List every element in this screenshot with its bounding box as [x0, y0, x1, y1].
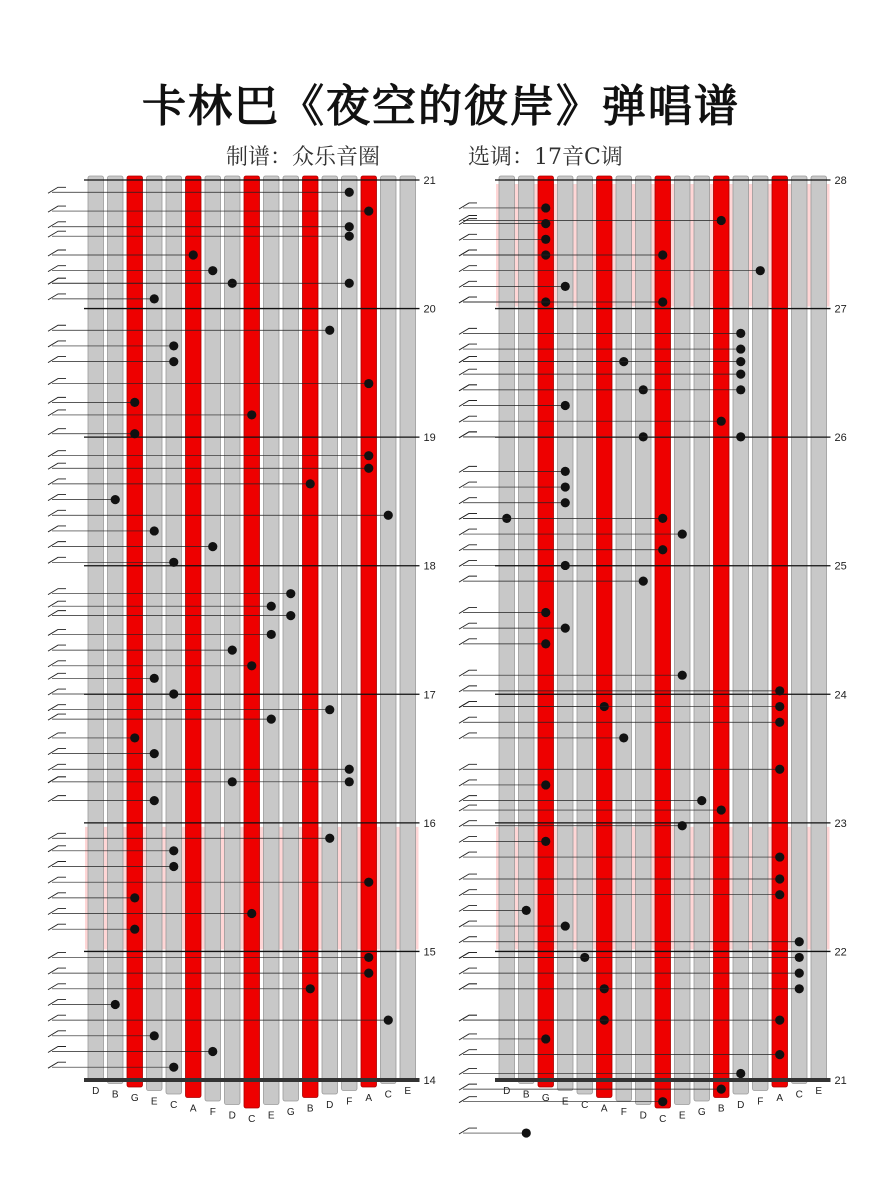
right-note	[717, 417, 726, 426]
left-note	[169, 558, 178, 567]
left-note	[306, 479, 315, 488]
right-note	[775, 1050, 784, 1059]
left-note	[364, 953, 373, 962]
left-tine	[244, 176, 260, 1108]
left-tine	[400, 176, 416, 1080]
right-measure-number: 26	[834, 432, 847, 445]
left-note	[111, 1000, 120, 1009]
right-note	[756, 266, 765, 275]
right-note	[678, 671, 687, 680]
right-key-label: D	[737, 1100, 745, 1111]
right-key-label: B	[717, 1103, 725, 1115]
right-note	[541, 203, 550, 212]
right-note	[561, 401, 570, 410]
right-tine	[772, 176, 788, 1087]
right-note	[678, 821, 687, 830]
right-measure-number: 24	[834, 689, 847, 702]
left-key-label: F	[209, 1107, 216, 1118]
left-note	[111, 495, 120, 504]
left-key-label: B	[306, 1103, 314, 1115]
right-note	[775, 686, 784, 695]
left-tab-panel	[44, 172, 444, 1125]
right-note	[658, 545, 667, 554]
left-note	[150, 674, 159, 683]
left-note	[267, 602, 276, 611]
left-tine	[147, 176, 163, 1091]
right-key-label: C	[659, 1114, 667, 1125]
right-key-label: E	[561, 1096, 569, 1108]
left-note	[345, 232, 354, 241]
right-note	[541, 639, 550, 648]
left-key-label: D	[326, 1100, 334, 1111]
right-key-label: D	[503, 1086, 511, 1097]
right-key-label: E	[678, 1110, 686, 1122]
right-note	[795, 937, 804, 946]
left-note	[130, 925, 139, 934]
right-note	[775, 765, 784, 774]
right-note	[561, 482, 570, 491]
right-tine	[753, 176, 769, 1091]
right-note	[775, 718, 784, 727]
right-note	[736, 357, 745, 366]
left-tine	[88, 176, 104, 1080]
right-note	[775, 890, 784, 899]
right-note	[775, 1016, 784, 1025]
left-bridge	[84, 1078, 420, 1082]
right-key-label: E	[815, 1086, 823, 1097]
left-tine	[127, 176, 143, 1087]
left-note	[169, 341, 178, 350]
left-tine	[361, 176, 377, 1087]
left-note	[208, 266, 217, 275]
left-note	[150, 294, 159, 303]
right-note	[736, 370, 745, 379]
right-tine	[811, 176, 827, 1080]
right-note	[658, 1097, 667, 1106]
left-note	[130, 429, 139, 438]
right-tine	[538, 176, 554, 1087]
left-key-label: D	[92, 1086, 100, 1097]
right-key-label: G	[697, 1107, 706, 1118]
right-key-label: F	[620, 1107, 627, 1118]
left-note	[247, 410, 256, 419]
right-key-label: D	[639, 1110, 647, 1122]
left-key-label: C	[170, 1100, 178, 1111]
left-note	[169, 846, 178, 855]
right-key-label: A	[776, 1093, 784, 1104]
right-key-label: C	[795, 1089, 803, 1101]
left-note	[189, 250, 198, 259]
right-note	[697, 796, 706, 805]
right-key-label: B	[522, 1089, 530, 1101]
left-note	[345, 222, 354, 231]
right-note	[561, 282, 570, 291]
right-key-label: C	[581, 1100, 589, 1111]
left-key-label: E	[150, 1096, 158, 1108]
right-note	[717, 216, 726, 225]
left-note	[130, 733, 139, 742]
right-tine	[792, 176, 808, 1084]
left-note	[228, 777, 237, 786]
right-tine	[616, 176, 632, 1101]
right-note	[717, 805, 726, 814]
right-note	[522, 906, 531, 915]
left-note	[286, 589, 295, 598]
left-note	[169, 862, 178, 871]
left-note	[286, 611, 295, 620]
left-tine	[264, 176, 280, 1105]
right-note	[736, 1069, 745, 1078]
left-key-label: C	[384, 1089, 392, 1101]
right-tine	[675, 176, 691, 1105]
left-note	[150, 1031, 159, 1040]
right-note	[541, 608, 550, 617]
right-note	[678, 529, 687, 538]
left-tine	[381, 176, 397, 1084]
left-key-label: D	[228, 1110, 236, 1122]
left-note	[130, 893, 139, 902]
right-note	[541, 235, 550, 244]
right-note	[717, 1085, 726, 1094]
right-key-label: A	[600, 1103, 608, 1115]
left-note	[150, 526, 159, 535]
right-note	[561, 561, 570, 570]
right-note	[541, 1034, 550, 1043]
left-tine	[186, 176, 202, 1098]
left-note	[208, 1047, 217, 1056]
left-note	[325, 326, 334, 335]
left-note	[306, 984, 315, 993]
right-tine	[558, 176, 574, 1091]
right-note	[658, 250, 667, 259]
right-note	[736, 329, 745, 338]
left-measure-number: 14	[423, 1075, 436, 1087]
left-key-label: G	[130, 1093, 139, 1104]
left-measure-number: 15	[423, 946, 436, 959]
left-key-label: B	[111, 1089, 119, 1101]
left-note	[169, 1063, 178, 1072]
arranger-credit: 制谱：众乐音圈	[226, 145, 381, 170]
left-note	[325, 705, 334, 714]
left-key-label: E	[267, 1110, 275, 1122]
right-bridge	[495, 1078, 831, 1082]
right-measure-number: 22	[834, 946, 847, 959]
left-note	[364, 451, 373, 460]
right-key-label: F	[757, 1096, 764, 1108]
right-note	[619, 733, 628, 742]
left-note	[228, 646, 237, 655]
right-note	[775, 852, 784, 861]
left-note	[384, 1016, 393, 1025]
right-note	[561, 467, 570, 476]
left-note	[208, 542, 217, 551]
right-tab-panel	[455, 172, 855, 1125]
right-note	[658, 514, 667, 523]
right-note	[736, 432, 745, 441]
right-measure-number: 25	[834, 560, 847, 573]
left-key-label: A	[365, 1093, 373, 1104]
right-tine	[597, 176, 613, 1098]
left-note	[364, 206, 373, 215]
right-note	[658, 297, 667, 306]
left-note	[247, 909, 256, 918]
left-tine	[303, 176, 319, 1098]
left-measure-number: 16	[423, 817, 436, 830]
right-tine	[519, 176, 535, 1084]
left-key-label: E	[404, 1086, 412, 1097]
left-note	[364, 878, 373, 887]
right-note	[775, 702, 784, 711]
right-tine	[694, 176, 710, 1101]
right-tine	[733, 176, 749, 1094]
left-note	[345, 279, 354, 288]
left-note	[364, 969, 373, 978]
right-note	[736, 385, 745, 394]
right-note	[736, 344, 745, 353]
left-note	[364, 464, 373, 473]
right-note	[795, 953, 804, 962]
left-tine	[283, 176, 299, 1101]
left-measure-number: 18	[423, 560, 436, 573]
right-note	[561, 498, 570, 507]
left-note	[267, 715, 276, 724]
right-measure-number: 28	[834, 175, 847, 187]
right-note	[795, 969, 804, 978]
right-note	[795, 984, 804, 993]
left-note	[130, 398, 139, 407]
right-key-label: G	[541, 1093, 550, 1104]
left-note	[150, 749, 159, 758]
left-key-label: C	[248, 1114, 256, 1125]
left-measure-number: 21	[423, 175, 436, 187]
left-note	[345, 188, 354, 197]
right-tine	[636, 176, 652, 1105]
left-note	[169, 689, 178, 698]
left-tine	[225, 176, 241, 1105]
left-note	[247, 661, 256, 670]
right-note	[561, 624, 570, 633]
left-note	[345, 777, 354, 786]
right-tine	[655, 176, 671, 1108]
right-note	[541, 780, 550, 789]
right-measure-number: 23	[834, 817, 847, 830]
right-note	[561, 921, 570, 930]
right-tine	[714, 176, 730, 1098]
key-selection: 选调：17音C调	[468, 145, 623, 170]
left-tine	[205, 176, 221, 1101]
left-key-label: G	[286, 1107, 295, 1118]
left-measure-number: 17	[423, 689, 436, 702]
left-measure-number: 19	[423, 432, 436, 445]
left-note	[325, 834, 334, 843]
left-note	[267, 630, 276, 639]
right-note	[522, 1128, 531, 1137]
left-measure-number: 20	[423, 303, 436, 316]
right-note	[775, 874, 784, 883]
left-note	[364, 379, 373, 388]
left-tine	[322, 176, 338, 1094]
right-measure-number: 27	[834, 303, 847, 316]
right-note	[541, 219, 550, 228]
right-measure-number: 21	[834, 1075, 847, 1087]
left-tine	[166, 176, 182, 1094]
left-tine	[342, 176, 358, 1091]
left-note	[384, 511, 393, 520]
left-note	[150, 796, 159, 805]
left-key-label: A	[189, 1103, 197, 1115]
left-note	[345, 765, 354, 774]
left-tine	[108, 176, 124, 1084]
right-note	[541, 837, 550, 846]
sheet-title: 卡林巴《夜空的彼岸》弹唱谱	[142, 81, 740, 132]
right-note	[639, 577, 648, 586]
left-key-label: F	[346, 1096, 353, 1108]
left-note	[169, 357, 178, 366]
